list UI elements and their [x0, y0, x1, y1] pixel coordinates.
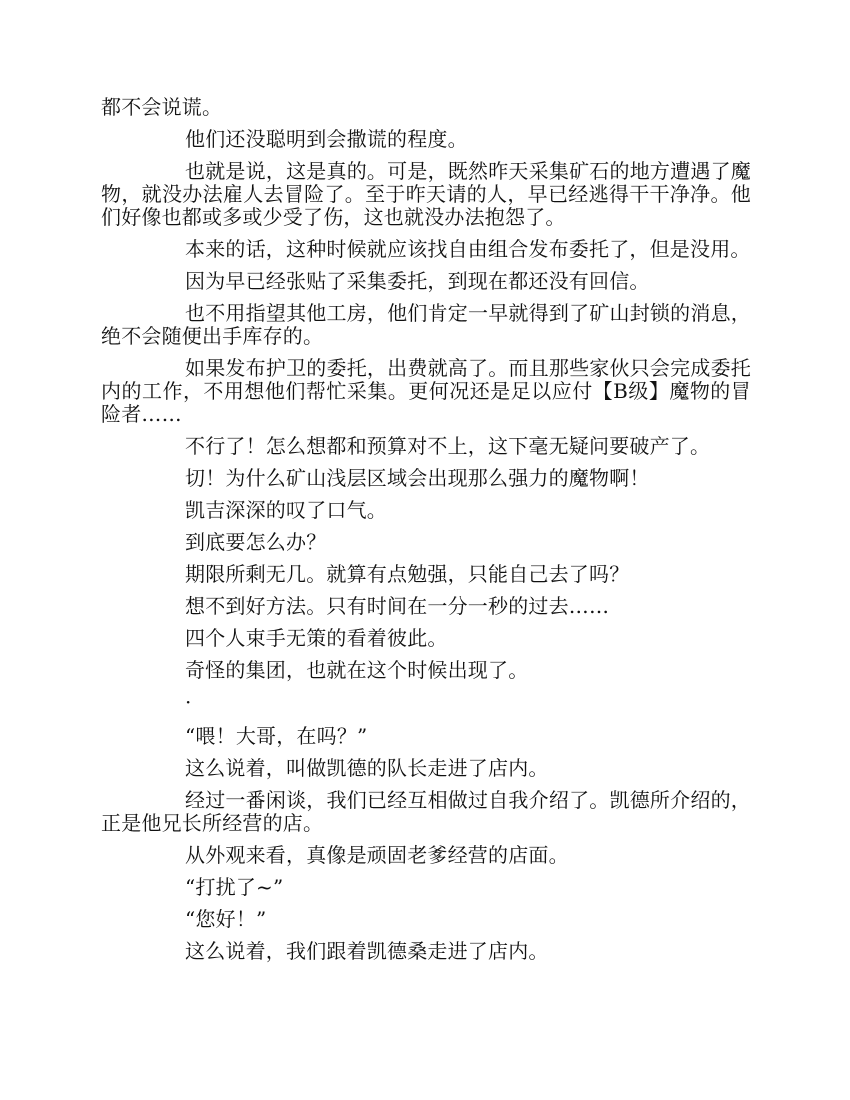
section-separator: ·: [185, 690, 192, 714]
document-page: [101, 96, 751, 972]
paragraph: 因为早已经张贴了采集委托，到现在都还没有回信。: [185, 269, 650, 293]
paragraph: 奇怪的集团，也就在这个时候出现了。: [185, 658, 529, 682]
paragraph: “打扰了~”: [185, 875, 284, 899]
paragraph: 也就是说，这是真的。可是，既然昨天采集矿石的地方遭遇了魔物，就没办法雇人去冒险了。至于昨天请的人，早已经逃得干干净净。他们好像也都或多或少受了伤，这也就没办法抱怨了。: [101, 159, 751, 229]
paragraph: 如果发布护卫的委托，出费就高了。而且那些家伙只会完成委托内的工作，不用想他们帮忙采集。更何况还是足以应付【B级】魔物的冒险者……: [101, 356, 751, 426]
paragraph: 这么说着，叫做凯德的队长走进了店内。: [185, 756, 549, 780]
paragraph: 切！为什么矿山浅层区域会出现那么强力的魔物啊！: [185, 466, 650, 490]
paragraph: 经过一番闲谈，我们已经互相做过自我介绍了。凯德所介绍的，正是他兄长所经营的店。: [101, 788, 751, 835]
paragraph: 到底要怎么办？: [185, 530, 327, 554]
paragraph: 他们还没聪明到会撒谎的程度。: [185, 127, 468, 151]
paragraph: 凯吉深深的叹了口气。: [185, 498, 387, 522]
paragraph: 也不用指望其他工房，他们肯定一早就得到了矿山封锁的消息，绝不会随便出手库存的。: [101, 301, 751, 348]
paragraph: 这么说着，我们跟着凯德桑走进了店内。: [185, 939, 549, 963]
paragraph: 期限所剩无几。就算有点勉强，只能自己去了吗？: [185, 562, 630, 586]
paragraph: “您好！”: [185, 907, 267, 931]
paragraph: 从外观来看，真像是顽固老爹经营的店面。: [185, 843, 569, 867]
paragraph: 本来的话，这种时候就应该找自由组合发布委托了，但是没用。: [185, 237, 751, 261]
paragraph: 不行了！怎么想都和预算对不上，这下毫无疑问要破产了。: [185, 434, 711, 458]
paragraph: 四个人束手无策的看着彼此。: [185, 626, 448, 650]
paragraph: 都不会说谎。: [101, 95, 223, 119]
paragraph: 想不到好方法。只有时间在一分一秒的过去……: [185, 594, 610, 618]
paragraph: “喂！大哥，在吗？”: [185, 724, 368, 748]
